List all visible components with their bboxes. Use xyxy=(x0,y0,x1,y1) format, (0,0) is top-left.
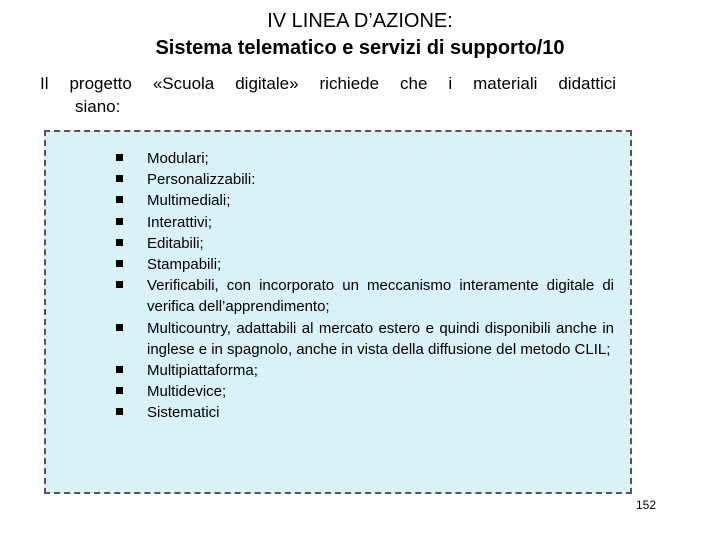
list-item-term: Verificabili xyxy=(147,277,215,295)
list-item-term: Stampabili xyxy=(147,256,218,274)
requirements-list xyxy=(46,148,630,424)
square-bullet-icon xyxy=(116,281,123,288)
intro-line-2: siano: xyxy=(75,97,121,116)
list-item xyxy=(46,212,630,233)
square-bullet-icon xyxy=(116,239,123,246)
list-item-text: : xyxy=(251,171,256,189)
list-item-text: ; xyxy=(199,234,204,252)
list-item-term: Interattivi xyxy=(147,213,208,231)
slide-title-line-2: Sistema telematico e servizi di supporto/10 xyxy=(155,37,565,59)
square-bullet-icon xyxy=(116,218,123,225)
list-item-term: Multicountry xyxy=(147,319,227,337)
list-item-text: , adattabili al mercato estero e quindi disponibili anche in inglese e in spagnolo, anche in vista della diffusione del metodo CLIL; xyxy=(147,319,614,358)
square-bullet-icon xyxy=(116,366,123,373)
list-item xyxy=(46,318,630,360)
page-number: 152 xyxy=(636,498,657,512)
list-item xyxy=(46,148,630,169)
list-item-text: ; xyxy=(226,192,231,210)
list-item xyxy=(46,360,630,381)
list-item-term: Modulari xyxy=(147,150,205,167)
list-item xyxy=(46,169,630,190)
square-bullet-icon xyxy=(116,175,123,182)
list-item-term: Sistematici xyxy=(147,404,220,422)
list-item-text: ; xyxy=(217,256,222,274)
list-item-text: ; xyxy=(222,383,227,401)
list-item xyxy=(46,275,630,317)
list-item-text: , con incorporato un meccanismo interamente digitale di verifica dell’apprendimento; xyxy=(147,277,614,316)
list-item-term: Editabili xyxy=(147,234,200,252)
intro-paragraph xyxy=(40,72,616,118)
square-bullet-icon xyxy=(116,408,123,415)
list-item xyxy=(46,233,630,254)
intro-line-1: Il progetto «Scuola digitale» richiede che i materiali didattici xyxy=(40,74,616,93)
list-item-text: ; xyxy=(253,362,258,380)
square-bullet-icon xyxy=(116,260,123,267)
square-bullet-icon xyxy=(116,154,123,161)
list-item xyxy=(46,402,630,423)
list-item-term: Multidevice xyxy=(147,383,223,401)
slide-title-line-1: IV LINEA D’AZIONE: xyxy=(267,10,453,32)
list-item-term: Multipiattaforma xyxy=(147,362,254,380)
list-item xyxy=(46,254,630,275)
square-bullet-icon xyxy=(116,387,123,394)
square-bullet-icon xyxy=(116,324,123,331)
list-item xyxy=(46,190,630,211)
list-item-text: ; xyxy=(204,150,209,167)
square-bullet-icon xyxy=(116,196,123,203)
list-item-term: Multimediali xyxy=(147,192,227,210)
requirements-box xyxy=(44,130,632,494)
list-item xyxy=(46,381,630,402)
list-item-term: Personalizzabili xyxy=(147,171,252,189)
list-item-text: ; xyxy=(207,213,213,231)
